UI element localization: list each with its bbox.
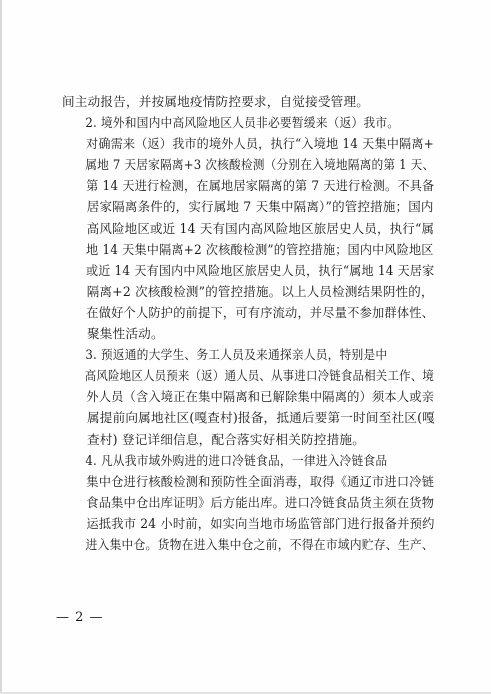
text-line: 外人员（含入境正在集中隔离和已解除集中隔离的）须本人或亲 [86, 389, 435, 405]
text-line: 属地 7 天居家隔离+3 次核酸检测（分别在入境地隔离的第 1 天、 [85, 157, 435, 173]
text-line: 居家隔离条件的，实行属地 7 天集中隔离）”的管控措施；国内 [86, 199, 434, 215]
paragraph-item-2 [62, 112, 434, 344]
text-line: 3. 预返通的大学生、务工人员及来通探亲人员，特别是中 [85, 347, 388, 363]
text-line: 高风险地区人员预来（返）通人员、从事进口冷链食品相关工作、境 [84, 368, 435, 384]
text-line: 2. 境外和国内中高风险地区人员非必要暂缓来（返）我市。 [85, 115, 400, 131]
text-line: 或近 14 天有国内中风险地区旅居史人员，执行“属地 14 天居家 [85, 262, 435, 278]
text-line: 进入集中仓。货物在进入集中仓之前，不得在市域内贮存、生产、 [85, 536, 434, 552]
text-line: 在做好个人防护的前提下，可有序流动，并尽量不参加群体性、 [86, 304, 435, 320]
text-line: 高风险地区或近 14 天有国内高风险地区旅居史人员，执行“属 [86, 220, 435, 236]
text-line: 隔离+2 次核酸检测”的管控措施。以上人员检测结果阴性的， [86, 283, 434, 299]
page-number: — 2 — [56, 610, 104, 625]
paragraph-item-3 [62, 344, 434, 449]
text-line: 第 14 天进行检测，在属地居家隔离的第 7 天进行检测。不具备 [86, 178, 435, 194]
text-line: 间主动报告，并按属地疫情防控要求，自觉接受管理。 [62, 94, 370, 109]
text-line: 查村) 登记详细信息，配合落实好相关防控措施。 [87, 431, 365, 447]
text-line: 运抵我市 24 小时前，如实向当地市场监管部门进行报备并预约 [86, 515, 435, 531]
text-line: 属提前向属地社区(嘎查村)报备，抵通后要第一时间至社区(嘎 [87, 410, 435, 426]
page-left-edge [0, 0, 2, 694]
text-line: 食品集中仓出库证明》后方能出库。进口冷链食品货主须在货物 [86, 494, 435, 510]
document-body [62, 91, 434, 555]
text-line: 4. 凡从我市域外购进的进口冷链食品，一律进入冷链食品 [85, 452, 388, 468]
paragraph-item-4 [62, 450, 434, 555]
text-line: 聚集性活动。 [87, 326, 164, 342]
text-line: 地 14 天集中隔离+2 次核酸检测”的管控措施；国内中风险地区 [86, 241, 434, 257]
text-line: 对确需来（返）我市的境外人员，执行“入境地 14 天集中隔离+ [86, 136, 434, 152]
paragraph-continuation [62, 91, 434, 112]
text-line: 集中仓进行核酸检测和预防性全面消毒，取得《通辽市进口冷链 [86, 473, 435, 489]
